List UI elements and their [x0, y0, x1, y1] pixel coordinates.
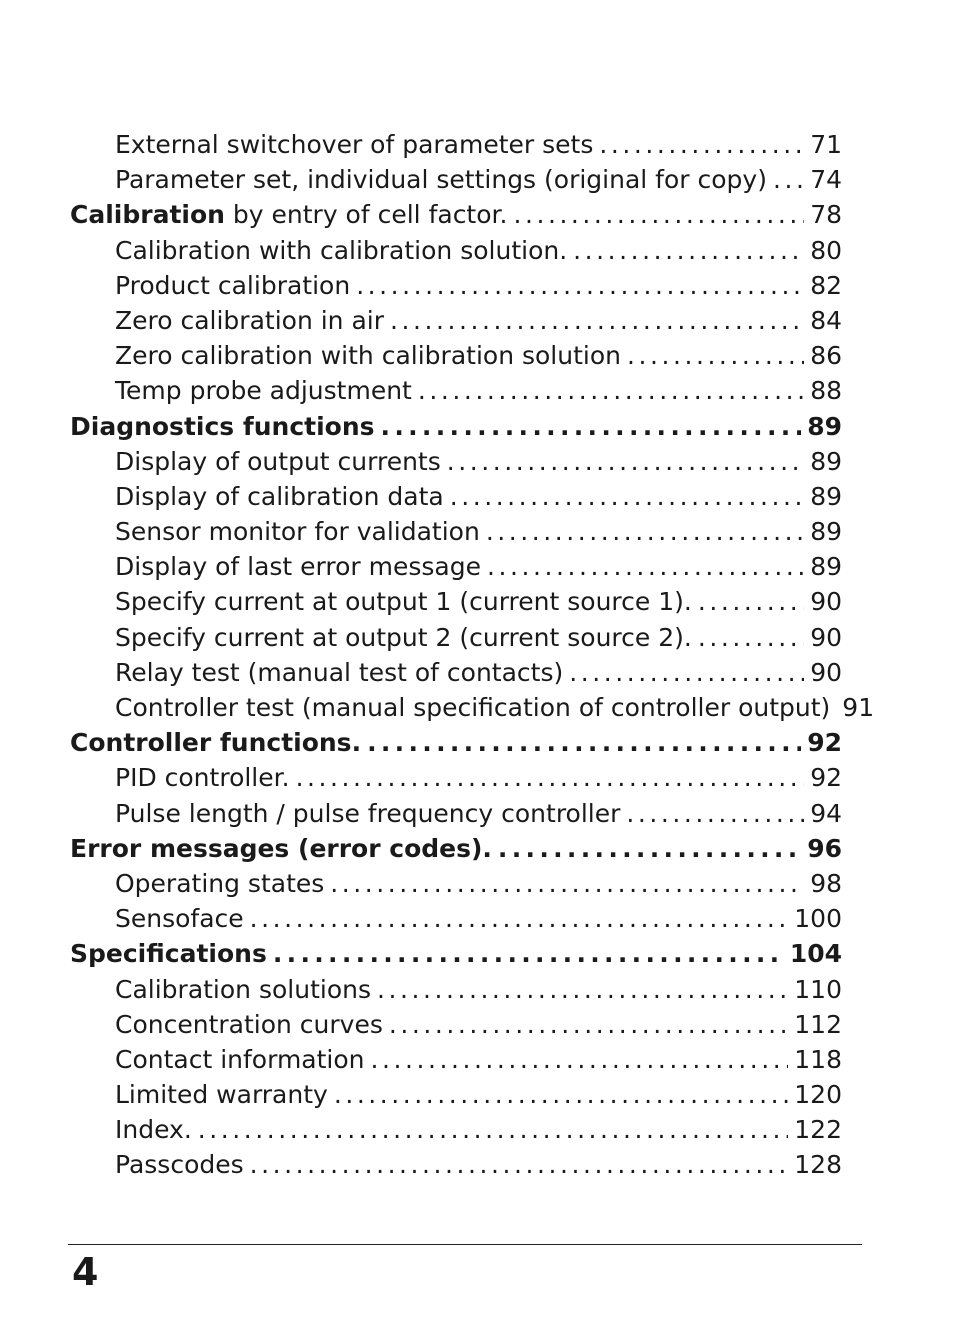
- toc-entry[interactable]: [70, 517, 842, 552]
- table-of-contents: [70, 130, 875, 1186]
- toc-entry-page: 98: [810, 868, 842, 898]
- toc-entry-label: Display of calibration data: [115, 481, 444, 511]
- toc-section-label: Controller functions.: [70, 728, 362, 758]
- toc-entry-page: 112: [794, 1009, 842, 1039]
- toc-section-label: Diagnostics functions: [70, 411, 375, 441]
- dot-leader: [627, 341, 804, 370]
- toc-entry-label: Concentration curves: [115, 1009, 383, 1039]
- toc-entry[interactable]: [70, 552, 842, 587]
- toc-entry-label: Contact information: [115, 1044, 365, 1074]
- dot-leader: [250, 1150, 789, 1179]
- toc-entry[interactable]: [70, 376, 842, 411]
- toc-entry-page: 100: [794, 904, 842, 934]
- toc-entry-page: 80: [810, 235, 842, 265]
- dot-leader: [377, 975, 788, 1004]
- toc-section-diagnostics[interactable]: [70, 412, 842, 447]
- dot-leader: [381, 412, 802, 441]
- toc-entry[interactable]: [70, 130, 842, 165]
- toc-entry-label: Specify current at output 2 (current source 2).: [115, 622, 692, 652]
- toc-entry[interactable]: [70, 271, 842, 306]
- dot-leader: [513, 200, 804, 229]
- toc-entry-page: 88: [810, 376, 842, 406]
- toc-entry-label: Calibration with calibration solution.: [115, 235, 568, 265]
- toc-section-page: 104: [789, 939, 842, 969]
- toc-entry-label: Calibration solutions: [115, 974, 371, 1004]
- toc-entry-label: Pulse length / pulse frequency controller: [115, 798, 621, 828]
- toc-entry-label: Zero calibration in air: [115, 305, 385, 335]
- toc-entry-label: Passcodes: [115, 1150, 244, 1180]
- dot-leader: [626, 799, 804, 828]
- toc-entry[interactable]: [70, 763, 842, 798]
- toc-entry-page: 118: [794, 1044, 842, 1074]
- toc-entry-page: 94: [810, 798, 842, 828]
- page-number: 4: [72, 1250, 99, 1294]
- toc-entry-label-wrap: [70, 200, 507, 229]
- toc-entry[interactable]: [70, 482, 842, 517]
- toc-entry-page: 128: [794, 1150, 842, 1180]
- toc-entry-page: 90: [810, 587, 842, 617]
- dot-leader: [296, 763, 805, 792]
- toc-entry-page: 89: [810, 517, 842, 547]
- toc-entry[interactable]: [70, 975, 842, 1010]
- toc-entry-page: 91: [842, 693, 875, 722]
- dot-leader: [356, 271, 804, 300]
- toc-entry[interactable]: [70, 693, 875, 728]
- toc-entry-page: 92: [810, 763, 842, 793]
- toc-section-page: 96: [807, 833, 842, 863]
- dot-leader: [367, 728, 801, 757]
- toc-entry[interactable]: [70, 165, 842, 200]
- toc-entry[interactable]: [70, 1010, 842, 1045]
- toc-section-controller[interactable]: [70, 728, 842, 763]
- toc-entry-label: Product calibration: [115, 270, 351, 300]
- toc-section-page: 92: [807, 728, 842, 758]
- toc-entry-page: 110: [794, 974, 842, 1004]
- toc-entry[interactable]: [70, 587, 842, 622]
- toc-section-label: Specifications: [70, 939, 267, 969]
- toc-entry-label: Display of last error message: [115, 552, 482, 582]
- dot-leader: [569, 658, 804, 687]
- dot-leader: [273, 939, 784, 968]
- dot-leader: [250, 904, 789, 933]
- toc-entry-label: Limited warranty: [115, 1080, 328, 1110]
- toc-section-error-messages[interactable]: [70, 834, 842, 869]
- toc-entry[interactable]: [70, 1115, 842, 1150]
- toc-entry-label: Sensoface: [115, 904, 244, 934]
- toc-entry-page: 89: [810, 446, 842, 476]
- dot-leader: [447, 447, 804, 476]
- toc-section-label: Error messages (error codes).: [70, 833, 492, 863]
- dot-leader: [371, 1045, 789, 1074]
- dot-leader: [198, 1115, 789, 1144]
- toc-entry[interactable]: [70, 658, 842, 693]
- toc-entry-label: Controller test (manual specification of controller output): [115, 693, 831, 722]
- toc-entry-label: Temp probe adjustment: [115, 376, 412, 406]
- dot-leader: [773, 165, 804, 194]
- dot-leader: [487, 552, 804, 581]
- toc-entry-page: 122: [794, 1115, 842, 1145]
- toc-entry-page: 90: [810, 657, 842, 687]
- toc-section-specifications[interactable]: [70, 939, 842, 974]
- toc-entry-label: Operating states: [115, 868, 325, 898]
- toc-entry-page: 90: [810, 622, 842, 652]
- toc-entry-calibration[interactable]: [70, 200, 842, 235]
- toc-entry[interactable]: [70, 1045, 842, 1080]
- toc-entry-page: 82: [810, 270, 842, 300]
- toc-entry-label: Specify current at output 1 (current source 1).: [115, 587, 692, 617]
- dot-leader: [418, 376, 804, 405]
- dot-leader: [698, 587, 804, 616]
- toc-entry-label: Parameter set, individual settings (original for copy): [115, 165, 767, 195]
- dot-leader: [573, 236, 804, 265]
- toc-entry-page: 84: [810, 305, 842, 335]
- toc-entry-page: 86: [810, 341, 842, 371]
- toc-entry[interactable]: [70, 236, 842, 271]
- toc-entry[interactable]: [70, 799, 842, 834]
- toc-entry-label: Index.: [115, 1115, 192, 1145]
- toc-entry-page: 120: [794, 1080, 842, 1110]
- dot-leader: [330, 869, 804, 898]
- toc-entry-label: Zero calibration with calibration solution: [115, 341, 621, 371]
- toc-entry[interactable]: [70, 306, 842, 341]
- toc-entry-label: by entry of cell factor.: [224, 200, 508, 230]
- toc-section-page: 89: [807, 411, 842, 441]
- toc-entry-label: PID controller.: [115, 763, 290, 793]
- toc-entry-page: 89: [810, 552, 842, 582]
- toc-entry-page: 71: [810, 130, 842, 159]
- toc-entry[interactable]: [70, 904, 842, 939]
- toc-entry[interactable]: [70, 869, 842, 904]
- dot-leader: [498, 834, 801, 863]
- toc-entry-page: 89: [810, 481, 842, 511]
- toc-entry-label: Display of output currents: [115, 446, 441, 476]
- toc-entry[interactable]: [70, 1150, 842, 1185]
- toc-entry-page: 78: [810, 200, 842, 230]
- dot-leader: [599, 130, 804, 159]
- toc-entry-label: Relay test (manual test of contacts): [115, 657, 564, 687]
- toc-entry[interactable]: [70, 447, 842, 482]
- footer-divider: [68, 1244, 862, 1245]
- toc-entry-page: 74: [810, 165, 842, 195]
- dot-leader: [486, 517, 804, 546]
- toc-entry-label-bold: Calibration: [70, 200, 225, 230]
- toc-entry[interactable]: [70, 623, 842, 658]
- dot-leader: [389, 1010, 788, 1039]
- toc-entry-label: External switchover of parameter sets: [115, 130, 594, 159]
- dot-leader: [390, 306, 804, 335]
- toc-entry[interactable]: [70, 1080, 842, 1115]
- toc-entry-label: Sensor monitor for validation: [115, 517, 480, 547]
- toc-entry[interactable]: [70, 341, 842, 376]
- dot-leader: [450, 482, 804, 511]
- dot-leader: [698, 623, 804, 652]
- dot-leader: [334, 1080, 788, 1109]
